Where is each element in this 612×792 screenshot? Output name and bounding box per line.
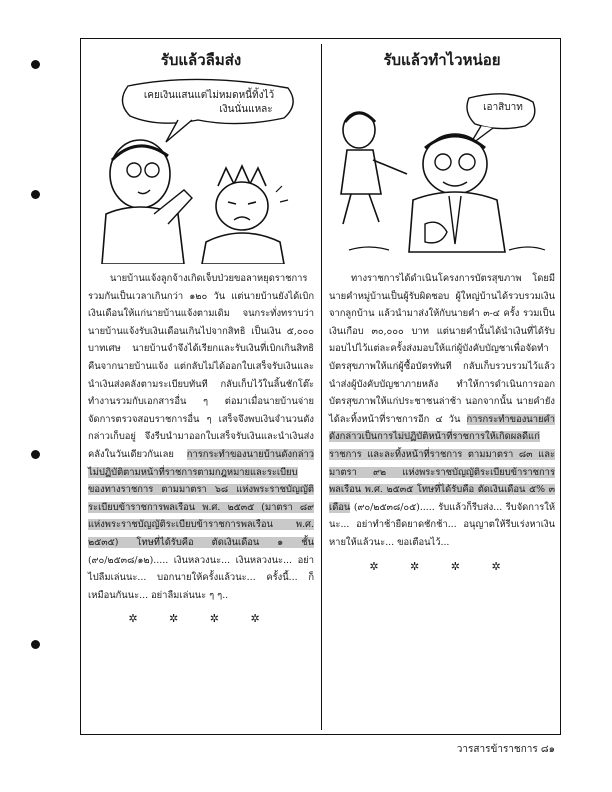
right-tail: (๙๐/๒๕๓๘/๐๕)..... รับแล้วก็รีบส่ง... รีบจัดการให้นะ... อย่าทำช้ายืดยาดชักช้า... อนุญาตให้รีบเร่งหาเงินหายให้แล้วนะ... ขอเตือนไว้... xyxy=(329,501,556,548)
right-body-text xyxy=(329,270,555,552)
speech-bubble-text-2: เงินนั่นแหละ xyxy=(219,104,273,115)
right-title: รับแล้วทำไวหน่อย xyxy=(383,51,501,69)
punch-hole xyxy=(31,60,40,69)
right-paragraph: ทางราชการได้ดำเนินโครงการบัตรสุขภาพ โดยมีนายคำหมู่บ้านเป็นผู้รับผิดชอบ ผู้ใหญ่บ้านได้รวบรวมเงินจากลูกบ้าน แล้วนำมาส่งให้กับนายคำ ๓-๔ ครั้ง รวมเป็นเงินเกือบ ๓๐,๐๐๐ บาท แต่นายคำนั้นได้นำเงินที่ได้รับมอบไปไว้แต่ละครั้งส่งมอบให้แก่ผู้บังคับบัญชาเพื่อจัดทำบัตรสุขภาพให้แก่ผู้ซื้อบัตรทันที กลับเก็บรวบรวมไว้แล้วนำส่งผู้บังคับบัญชาภายหลัง ทำให้การดำเนินการออกบัตรสุขภาพให้แก่ประชาชนล่าช้า นอกจากนั้น นายคำยังได้ละทิ้งหน้าที่ราชการอีก ๔ วัน xyxy=(329,273,555,425)
speech-bubble-text: เอาสิบาท xyxy=(483,102,523,113)
right-stars: ✲ ✲ ✲ ✲ xyxy=(369,559,515,573)
punch-hole xyxy=(31,640,40,649)
left-paragraph: นายบ้านแจ้งลูกจ้างเกิดเจ็บป่วยขอลาหยุดราชการรวมกันเป็นเวลาเกินกว่า ๑๒๐ วัน แต่นายบ้านยังได้เบิกเงินเดือนให้แก่นายบ้านแจ้งตามเดิม จนกระทั่งทราบว่า นายบ้านแจ้งรับเงินเดือนเกินไปจากสิทธิ เป็นเงิน ๕,๐๐๐ บาทเศษ นายบ้านจำจึงได้เรียกและรับเงินที่เบิกเกินสิทธิคืนจากนายบ้านแจ้ง แต่กลับไม่ได้ออกใบเสร็จรับเงินและนำเงินส่งคลังตามระเบียบทันที กลับเก็บไว้ในลิ้นชักโต๊ะทำงานรวมกับเอกสารอื่น ๆ ต่อมาเมื่อนายบ้านจ่ายจัดการตรวจสอบราชการอื่น ๆ เสร็จจึงพบเงินจำนวนดังกล่าวเก็บอยู่ จึงรีบนำมาออกใบเสร็จรับเงินและนำเงินส่งคลังในวันเดียวกันเลย xyxy=(88,273,314,460)
left-highlight: การกระทำของนายบ้านดังกล่าวไม่ปฏิบัติตามหน้าที่ราชการตามกฎหมายและระเบียบของทางราชการ ตามมาตรา ๖๘ แห่งพระราชบัญญัติระเบียบข้าราชการพลเรือน พ.ศ. ๒๕๓๕ (มาตรา ๘๙ แห่งพระราชบัญญัติระเบียบข้าราชการพลเรือน พ.ศ. ๒๕๓๕) โทษที่ได้รับคือ ตัดเงินเดือน ๑ ชั้น xyxy=(88,448,314,548)
speech-bubble-text: เคยเงินแสนแต่ไม่หมดหนี้ทิ้งไว้ xyxy=(143,90,275,101)
left-column xyxy=(88,50,314,625)
left-body-text xyxy=(88,270,314,604)
left-cartoon xyxy=(88,74,314,264)
right-cartoon xyxy=(329,74,555,264)
column-divider xyxy=(321,44,322,730)
page-footer: วารสารข้าราชการ ๘๑ xyxy=(456,744,555,755)
left-tail: (๙๐/๒๕๓๘/๑๒)..... เงินหลวงนะ... เงินหลวงนะ... อย่าไปลืมเล่นนะ... บอกนายให้ครั้งแล้วนะ... ครั้งนี้... ก็เหมือนกันนะ... อย่าลืมเล่นนะ ๆ ๆ.. xyxy=(88,554,314,601)
right-column xyxy=(329,50,555,573)
punch-hole xyxy=(31,190,40,199)
right-highlight: การกระทำของนายคำดังกล่าวเป็นการไม่ปฏิบัติหน้าที่ราชการให้เกิดผลดีแก่ราชการ และละทิ้งหน้าที่ราชการ ตามมาตรา ๘๓ และมาตรา ๙๒ แห่งพระราชบัญญัติระเบียบข้าราชการพลเรือน พ.ศ. ๒๕๓๕ โทษที่ได้รับคือ ตัดเงินเดือน ๕% ๓ เดือน xyxy=(329,413,555,513)
cartoon-illustration xyxy=(88,74,314,264)
left-title: รับแล้วลืมส่ง xyxy=(160,51,242,69)
punch-hole xyxy=(31,450,40,459)
left-stars: ✲ ✲ ✲ ✲ xyxy=(128,612,274,626)
